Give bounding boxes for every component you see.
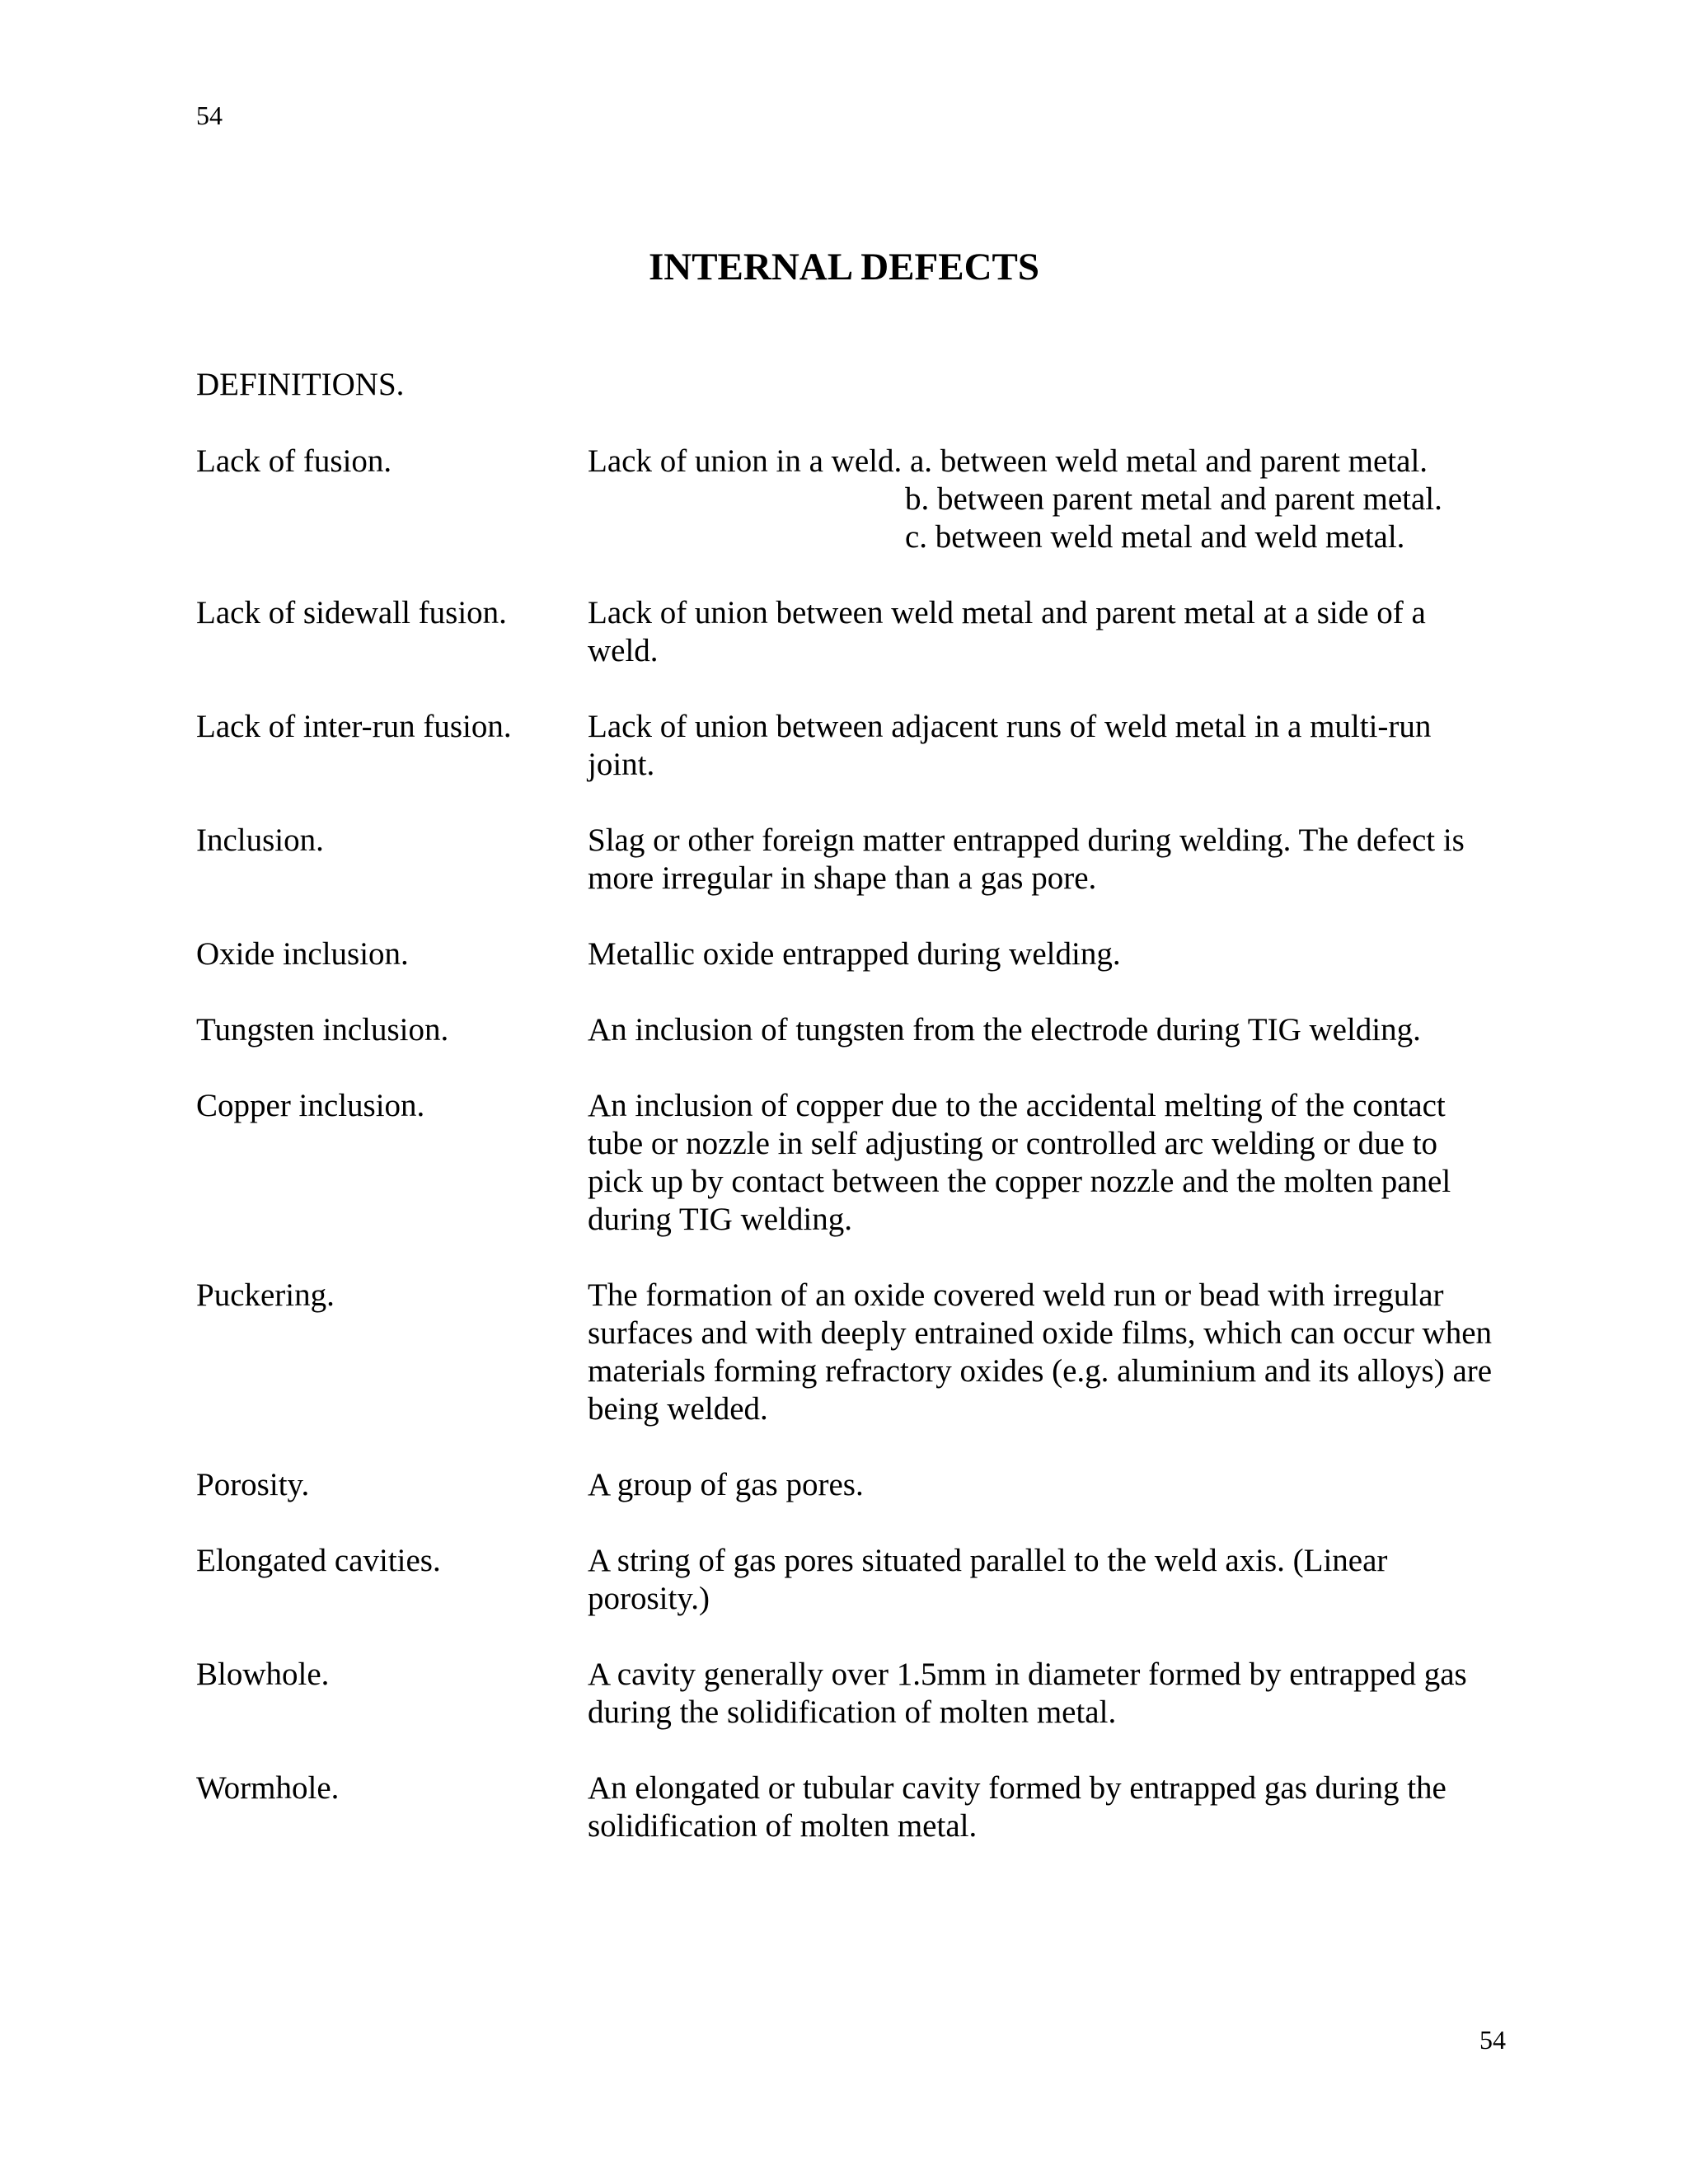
definition-row bbox=[196, 1769, 1531, 1845]
section-label: DEFINITIONS. bbox=[196, 367, 405, 402]
definition-line: porosity.) bbox=[588, 1581, 710, 1616]
definition-sub-line: c. between weld metal and weld metal. bbox=[905, 519, 1405, 555]
definition-line: materials forming refractory oxides (e.g. aluminium and its alloys) are bbox=[588, 1353, 1493, 1389]
definition-text bbox=[588, 1466, 1531, 1504]
definition-line: tube or nozzle in self adjusting or controlled arc welding or due to bbox=[588, 1126, 1438, 1161]
definition-term: Copper inclusion. bbox=[196, 1088, 425, 1123]
definition-term: Lack of inter-run fusion. bbox=[196, 709, 512, 744]
definition-line: An inclusion of copper due to the accidental melting of the contact bbox=[588, 1088, 1446, 1123]
definition-sub-line: b. between parent metal and parent metal. bbox=[905, 481, 1442, 517]
page-title: INTERNAL DEFECTS bbox=[648, 246, 1040, 288]
definition-line: during the solidification of molten metal. bbox=[588, 1694, 1117, 1730]
definition-row bbox=[196, 1087, 1531, 1239]
definition-row bbox=[196, 594, 1531, 670]
definition-row bbox=[196, 1542, 1531, 1618]
definition-row bbox=[196, 708, 1531, 784]
definition-line: Lack of union in a weld. a. between weld metal and parent metal. bbox=[588, 443, 1428, 479]
definition-row bbox=[196, 822, 1531, 898]
definition-text bbox=[588, 1011, 1531, 1049]
definition-text bbox=[588, 822, 1531, 898]
definition-line: pick up by contact between the copper nozzle and the molten panel bbox=[588, 1164, 1451, 1199]
definition-row bbox=[196, 443, 1531, 556]
definition-term: Blowhole. bbox=[196, 1657, 330, 1692]
definition-text bbox=[588, 1656, 1531, 1732]
definition-term: Porosity. bbox=[196, 1467, 310, 1502]
definition-row bbox=[196, 1466, 1531, 1504]
definition-row bbox=[196, 1656, 1531, 1732]
definition-line: solidification of molten metal. bbox=[588, 1808, 978, 1844]
definition-term: Lack of fusion. bbox=[196, 443, 392, 479]
definition-line: A string of gas pores situated parallel to the weld axis. (Linear bbox=[588, 1543, 1388, 1578]
definition-row bbox=[196, 935, 1531, 973]
definition-text bbox=[588, 594, 1531, 670]
definition-term: Puckering. bbox=[196, 1277, 335, 1313]
definition-line: Slag or other foreign matter entrapped during welding. The defect is bbox=[588, 823, 1465, 858]
definition-line: Metallic oxide entrapped during welding. bbox=[588, 936, 1121, 972]
definition-line: A group of gas pores. bbox=[588, 1467, 864, 1502]
definition-term: Oxide inclusion. bbox=[196, 936, 409, 972]
definition-text bbox=[588, 1277, 1531, 1428]
definition-line: being welded. bbox=[588, 1391, 768, 1427]
definition-line: An elongated or tubular cavity formed by entrapped gas during the bbox=[588, 1770, 1447, 1806]
definition-text bbox=[588, 1087, 1531, 1239]
definition-line: surfaces and with deeply entrained oxide films, which can occur when bbox=[588, 1315, 1493, 1351]
definitions-list bbox=[196, 443, 1531, 1883]
definition-term: Inclusion. bbox=[196, 823, 324, 858]
definition-term: Elongated cavities. bbox=[196, 1543, 441, 1578]
definition-line: during TIG welding. bbox=[588, 1202, 852, 1237]
definition-text bbox=[588, 443, 1531, 556]
definition-term: Lack of sidewall fusion. bbox=[196, 595, 507, 630]
definition-line: A cavity generally over 1.5mm in diameter formed by entrapped gas bbox=[588, 1657, 1467, 1692]
definition-text bbox=[588, 708, 1531, 784]
definition-term: Tungsten inclusion. bbox=[196, 1012, 449, 1047]
definition-line: An inclusion of tungsten from the electrode during TIG welding. bbox=[588, 1012, 1421, 1047]
definition-text bbox=[588, 1769, 1531, 1845]
page-number-top: 54 bbox=[196, 101, 223, 130]
definition-text bbox=[588, 1542, 1531, 1618]
definition-line: Lack of union between adjacent runs of weld metal in a multi-run bbox=[588, 709, 1432, 744]
definition-line: The formation of an oxide covered weld run or bead with irregular bbox=[588, 1277, 1444, 1313]
definition-line: more irregular in shape than a gas pore. bbox=[588, 860, 1097, 896]
definition-line: weld. bbox=[588, 633, 659, 668]
definition-term: Wormhole. bbox=[196, 1770, 340, 1806]
definition-row bbox=[196, 1011, 1531, 1049]
definition-line: Lack of union between weld metal and parent metal at a side of a bbox=[588, 595, 1426, 630]
definition-line: joint. bbox=[588, 747, 655, 782]
page-number-bottom: 54 bbox=[1479, 2025, 1506, 2055]
definition-row bbox=[196, 1277, 1531, 1428]
definition-text bbox=[588, 935, 1531, 973]
